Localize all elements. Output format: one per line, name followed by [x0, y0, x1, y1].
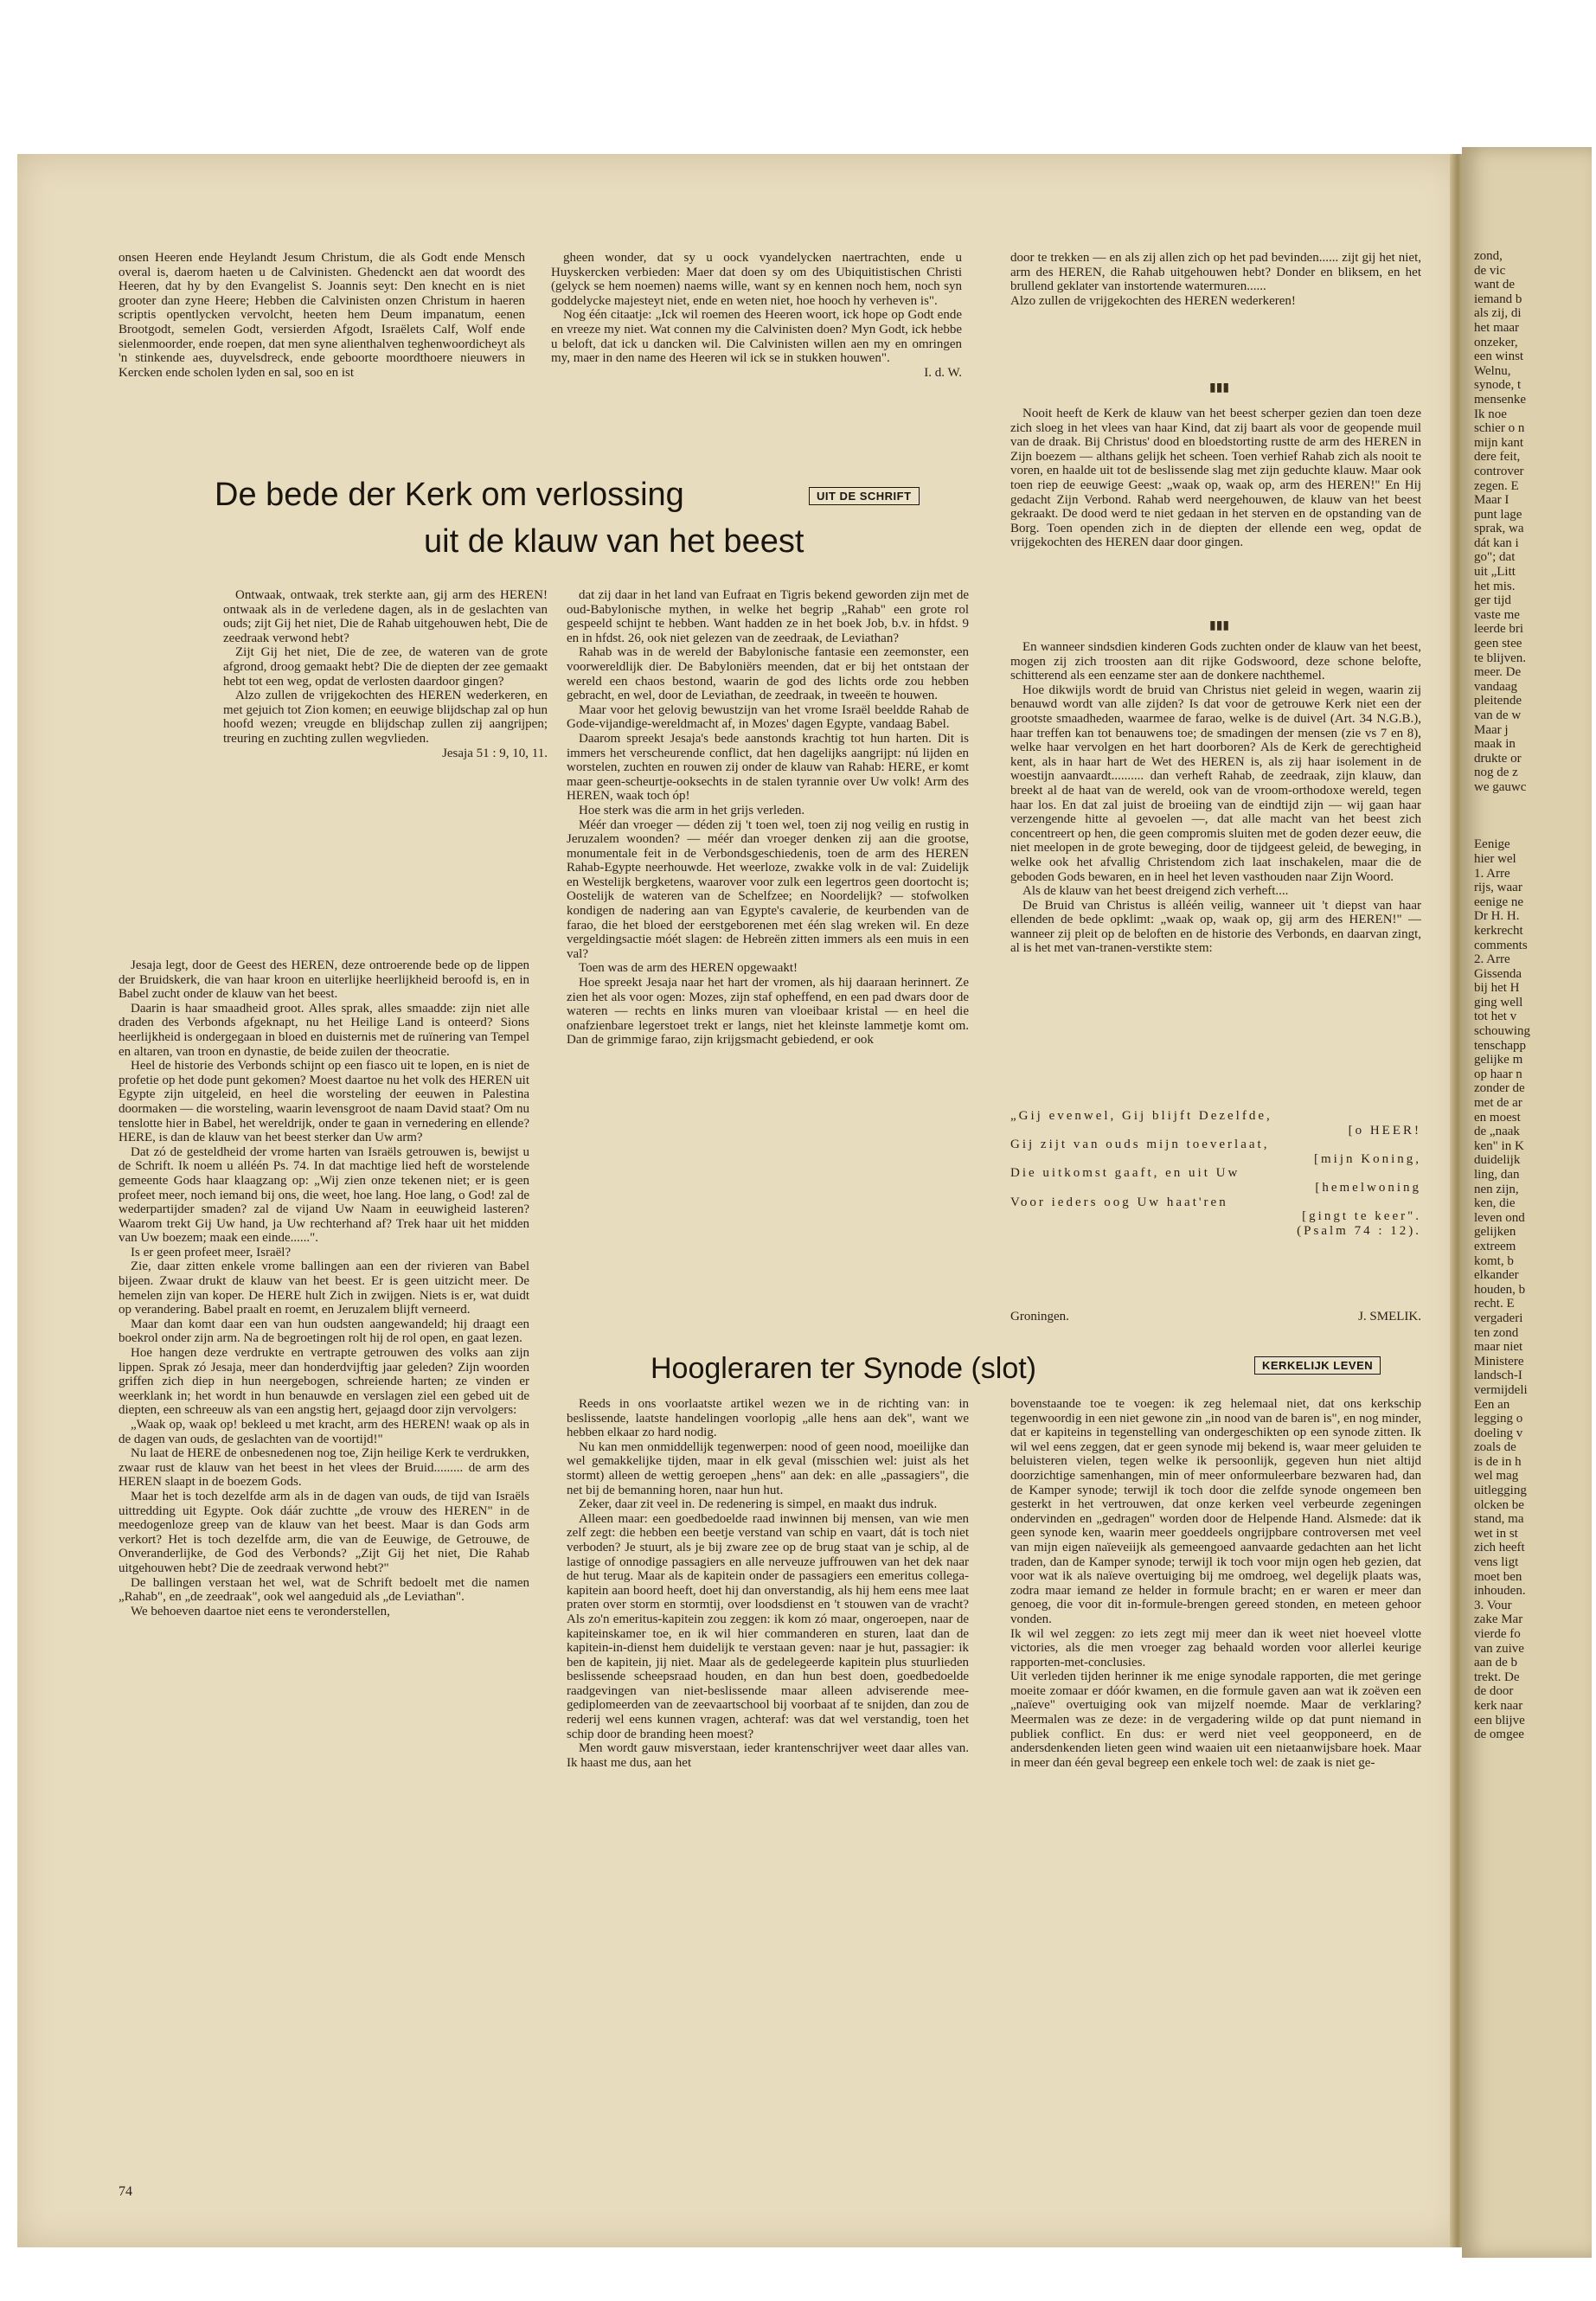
- next-page-edge: [1462, 147, 1592, 2258]
- paragraph: Maar het is toch dezelfde arm als in de dagen van ouds, de tijd van Israëls uittredding uit Egypte. Ook dáár zuchtte „de vrouw des HEREN" in de meedogenloze greep van de klauw van het beest. Maar is dan Gods arm verkort? Het is toch dezelfde arm, die van de Eeuwige, de Getrouwe, de Onveranderlijke, de God des Verbonds? „Zijt Gij het niet, Die Rahab uitgehouwen hebt? Die de zeedraak verwond hebt?": [119, 1489, 529, 1575]
- edge-text-line: go"; dat: [1474, 550, 1516, 565]
- paragraph: Alzo zullen de vrijgekochten des HEREN wederkeren!: [1010, 293, 1296, 308]
- edge-text-line: maak in: [1474, 737, 1516, 752]
- paragraph: Daarom spreekt Jesaja's bede aanstonds krachtig tot hun harten. Dit is immers het verscheurende conflict, dat hen dagelijks aangrijpt: nú lijden en worstelen, zuchten en rouwen zij onder de klauw van Rahab: HERE, er komt maar geen-scheurtje-ooksechts in de stalen tyrannie over Uw volk! Arm des HEREN, waak toch óp!: [567, 731, 969, 804]
- article1-column-3-part-2: [1010, 407, 1421, 636]
- edge-text-line: geen stee: [1474, 637, 1522, 651]
- poem-line: [o HEER!: [1348, 1123, 1421, 1138]
- edge-text-line: zich heeft: [1474, 1541, 1525, 1555]
- edge-text-line: punt lage: [1474, 507, 1522, 522]
- edge-text-line: want de: [1474, 278, 1516, 292]
- edge-text-line: vierde fo: [1474, 1627, 1521, 1641]
- paragraph: Als de klauw van het beest dreigend zich verheft....: [1022, 884, 1289, 899]
- edge-text-line: nog de z: [1474, 766, 1518, 780]
- edge-text-line: comments: [1474, 938, 1528, 952]
- edge-text-line: op haar n: [1474, 1067, 1522, 1081]
- edge-text-line: ken" in K: [1474, 1138, 1524, 1153]
- paragraph: Daarin is haar smaadheid groot. Alles sprak, alles smaadde: zijn niet alle draden des Verbonds afgeknapt, nu het Heilige Land is onteerd? Sions heerlijkheid is ondergegaan in bloed en duisternis met de ruïnering van Tempel en altaren, van troon en dynastie, de beide zuilen der theocratie.: [119, 1001, 529, 1059]
- edge-text-line: van zuive: [1474, 1641, 1524, 1656]
- section-divider: ▮▮▮: [1209, 381, 1230, 394]
- edge-text-line: controver: [1474, 464, 1524, 478]
- edge-text-line: ken, die: [1474, 1196, 1516, 1211]
- edge-text-line: inhouden.: [1474, 1584, 1526, 1599]
- poem-line: Gij zijt van ouds mijn toeverlaat,: [1010, 1138, 1270, 1152]
- paragraph: Heel de historie des Verbonds schijnt op een fiasco uit te lopen, en is niet de profetie op het dode punt gekomen? Moest daartoe nu het volk des HEREN uit Egypte zijn uitgeleid, en heel die worsteling der eeuwen in Palestina doormaken — die worsteling, waarin levensgroot de naam David staat? Om nu tenslotte hier in Babel, het wereldrijk, onder te gaan in vernedering en ellende? HERE, is dan de klauw van het beest sterker dan Uw arm?: [119, 1059, 529, 1145]
- paragraph: onsen Heeren ende Heylandt Jesum Christum, die als Godt ende Mensch overal is, daerom haeten u de Calvinisten. Ghedenckt aen dat woordt des Heeren, dat hy by den Evangelist S. Joannis seyt: Den knecht en is niet grooter dan zyne Heere; Hebben die Calvinisten onzen Christum in haeren scriptis opentlycken vervolcht, heeten hem Deum impanatum, eenen Brootgodt, semelen Godt, versierden Afgodt, Israëlets Calf, Wolf ende sielenmoorder, ende roepen, dat men syne alienthalven teghenwoordicheyt als 'n stinkende aes, duyvelsdreck, ende geboorte moordthoere nieuwers in Kercken ende scholen lyden en sal, soo en ist: [119, 251, 525, 380]
- paragraph: bovenstaande toe te voegen: ik zeg helemaal niet, dat ons kerkschip tegenwoordig in een niet gewone zin „in nood van de baren is", en nog minder, dat er kapiteins in tegenstelling van ondergeschikten op een synode zitten. Ik wil wel eens zeggen, dat er geen synode mij bekend is, waar meer geluiden te beluisteren vielen, tegen welke ik persoonlijk, gegeven hun niet altijd doorzichtige samenhangen, min of meer onformuleerbare bezwaren had, dan de Kamper synode; terwijl ik toch door die zelfde synode ongemeen ben gesterkt in het vertrouwen, dat onze kerken veel verbeurde zegeningen ondervinden en „gedragen" worden door de Helpende Hand. Alsmede: dat ik geen synode ken, waarin meer goeddeels ongrijpbare controversen met veel van mijn eigen naïeveiijk als gemeengoed aanvaarde gedachten aan het licht traden, dan de Kamper synode; terwijl ik toch voor mijn ogen heb gezien, dat voor wat ik als naïeve overtuiging bij me omdroeg, wel degelijk plaats was, zodra maar iemand ze helder in formule bracht; en er waren er meer dan genoeg, die voor dit in-formule-brengen gereed stonden, en meteen gehoor vonden.: [1010, 1397, 1421, 1626]
- poem-line: Die uitkomst gaaft, en uit Uw: [1010, 1166, 1240, 1181]
- paragraph: Uit verleden tijden herinner ik me enige synodale rapporten, die met geringe moeite zomaar er dóór kwamen, en die formule gaven aan wat ik zoëven een „naïeve" overtuiging ook van mijzelf noemde. Maar de verklaring? Meermalen was ze deze: in de vergadering wilde op dat punt niemand in publiek conflict. En dus: er werd niet veel geopponeerd, en de andersdenkenden lieten geen wind waaien uit een nietaanwijsbare hoek. Maar in meer dan één geval begreep een enkele toch wel: de zaak is niet ge-: [1010, 1670, 1421, 1770]
- edge-text-line: 1. Arre: [1474, 866, 1510, 881]
- edge-text-line: rijs, waar: [1474, 881, 1522, 895]
- edge-text-line: hier wel: [1474, 851, 1516, 866]
- edge-text-line: de „naak: [1474, 1125, 1520, 1139]
- edge-text-line: doeling v: [1474, 1426, 1523, 1440]
- edge-text-line: uitlegging: [1474, 1484, 1527, 1498]
- author-line: J. SMELIK.: [1358, 1310, 1421, 1324]
- edge-text-line: [1474, 795, 1592, 810]
- continued-text-column-2: [551, 251, 962, 458]
- edge-text-line: mijn kant: [1474, 435, 1524, 450]
- edge-text-line: pleitende: [1474, 694, 1522, 708]
- edge-text-line: synode, t: [1474, 378, 1522, 393]
- edge-text-line: moet ben: [1474, 1569, 1522, 1584]
- edge-text-line: trekt. De: [1474, 1670, 1520, 1684]
- edge-text-line: iemand b: [1474, 292, 1522, 306]
- edge-text-line: stand, ma: [1474, 1512, 1524, 1527]
- paragraph: En wanneer sindsdien kinderen Gods zuchten onder de klauw van het beest, mogen zij zich troosten aan dit rijke Godswoord, deze schone belofte, schitterend als een eenzame ster aan de donkere nachthemel.: [1010, 640, 1421, 683]
- paragraph: Zeker, daar zit veel in. De redenering is simpel, en maakt dus indruk.: [579, 1497, 938, 1512]
- edge-text-line: onzeker,: [1474, 335, 1518, 349]
- article1-column-1: [119, 958, 529, 2178]
- edge-text-line: vaste me: [1474, 607, 1520, 622]
- edge-text-line: uit „Litt: [1474, 565, 1516, 580]
- poem-line: Voor ieders oog Uw haat'ren: [1010, 1195, 1228, 1209]
- paragraph: door te trekken — en als zij allen zich op het pad bevinden...... zijt gij het niet, arm des HEREN, die Rahab uitgehouwen hebt? Donder en bliksem, en het brullend geklater van instortende watermuren......: [1010, 251, 1421, 294]
- paragraph: Dat zó de gesteldheid der vrome harten van Israëls getrouwen is, bewijst u de Schrift. Ik noem u alléén Ps. 74. In dat machtige lied heft de worstelende gemeente Gods haar klaagzang op: „Wij zien onze tekenen niet; er is geen profeet meer, noch iemand bij ons, die weet, hoe lang. Hoe lang, o God! zal de wederpartijder smaden? zal de vijand Uw Naam in eeuwigheid lasteren? Waarom trekt Gij Uw hand, ja Uw rechterhand af? Trek haar uit het midden van Uw boezem; maak een einde......".: [119, 1144, 529, 1246]
- article1-column-2: [567, 588, 969, 1306]
- edge-text-line: Dr H. H.: [1474, 909, 1520, 924]
- edge-text-line: nen zijn,: [1474, 1182, 1519, 1196]
- edge-text-line: de omgee: [1474, 1727, 1524, 1742]
- paragraph: Hoe sterk was die arm in het grijs verleden.: [579, 803, 805, 817]
- edge-text-line: drukte or: [1474, 751, 1522, 766]
- edge-text-line: wet in st: [1474, 1526, 1518, 1541]
- paragraph: „Waak op, waak op! bekleed u met kracht, arm des HEREN! waak op als in de dagen van ouds, de geslachten van de voortijd!": [119, 1418, 529, 1446]
- paragraph: Is er geen profeet meer, Israël?: [131, 1245, 292, 1259]
- edge-text-line: Maar I: [1474, 493, 1509, 508]
- edge-text-line: zake Mar: [1474, 1612, 1523, 1627]
- edge-text-line: Eenige: [1474, 837, 1510, 852]
- edge-text-line: het mis.: [1474, 579, 1516, 593]
- edge-text-line: schier o n: [1474, 421, 1525, 436]
- article-title-line-1: De bede der Kerk om verlossing: [215, 477, 684, 513]
- edge-text-line: de door: [1474, 1684, 1514, 1699]
- paragraph: Alleen maar: een goedbedoelde raad inwinnen bij mensen, van wie men zelf zegt: die hebben een beetje verstand van schip en vaart, dát is toch niet verboden? Je stuurt, als je bij zware zee op de brug staat van je schip, al de lastige of onnodige passagiers en alle nerveuze juffrouwen van het dek naar de hut terug. Maar als de kapitein onder de passagiers een emeritus collega-kapitein aan boord heeft, doet hij dan onverstandig, als hij hem eens mee laat praten over storm en stormtij, over loodsdienst en 't stouwen van de vracht? Als zo'n emeritus-kapitein zou zeggen: ik kom zó maar, ongeroepen, naar de kapiteinskamer toe, en ik wil hier commanderen en sturen, laat dan de kapitein-in-dienst hem duidelijk te verstaan geven: naar je hut, passagier: ik ben de kapitein, jij niet. Maar als de gedelegeerde kapitein plus stuurlieden beslissende scheepsraad houden, en dan hun best doen, goedbedoelde raadgevingen van niet-beslissende maar alleen adviserende mee-gediplomeerden van de zeevaartschool bij voorbaat af te snijden, dan zou de rederij wel eens kunnen vragen, achteraf: was dat wel verstandig, toen het schip door de branding heen moest?: [567, 1511, 969, 1741]
- edge-text-line: tenschapp: [1474, 1038, 1526, 1053]
- paragraph: Reeds in ons voorlaatste artikel wezen we in de richting van: in beslissende, laatste handelingen voorlopig „alle hens aan dek", want we hebben elkaar zo hard nodig.: [567, 1397, 969, 1440]
- place-line: Groningen.: [1010, 1310, 1069, 1324]
- edge-text-line: is de in h: [1474, 1454, 1522, 1469]
- signature: I. d. W.: [924, 365, 962, 380]
- epigraph: [223, 588, 548, 952]
- edge-text-line: aan de b: [1474, 1656, 1517, 1670]
- article-title-line-2: uit de klauw van het beest: [424, 523, 804, 560]
- edge-text-line: landsch-I: [1474, 1368, 1522, 1383]
- paragraph: Ik wil wel zeggen: zo iets zegt mij meer dan ik weet niet hoeveel vlotte victories, als die men vroeger zag behaald worden voor allerlei keurige rapporten-met-conclusies.: [1010, 1626, 1421, 1670]
- epigraph-paragraph: Ontwaak, ontwaak, trek sterkte aan, gij arm des HEREN! ontwaak als in de verledene dagen, als in de geslachten van ouds; zijt Gij het niet, Die de Rahab uitgehouwen hebt, Die de zeedraak verwond hebt?: [223, 588, 548, 645]
- edge-text-line: leven ond: [1474, 1210, 1525, 1225]
- edge-text-line: zond,: [1474, 249, 1503, 263]
- edge-text-line: leerde bri: [1474, 622, 1524, 637]
- edge-text-line: eenige ne: [1474, 894, 1524, 909]
- paragraph: Nu laat de HERE de onbesnedenen nog toe, Zijn heilige Kerk te verdrukken, zwaar rust de klauw van het beest in het vlees der Bruid......... de arm des HEREN slaapt in de boezem Gods.: [119, 1446, 529, 1490]
- poem-line: [mijn Koning,: [1314, 1151, 1421, 1166]
- edge-text-line: Ministere: [1474, 1354, 1524, 1368]
- edge-text-line: maar niet: [1474, 1340, 1523, 1355]
- edge-text-line: [1474, 809, 1592, 824]
- edge-text-line: Maar j: [1474, 722, 1509, 737]
- epigraph-reference: Jesaja 51 : 9, 10, 11.: [442, 746, 548, 760]
- edge-text-line: schouwing: [1474, 1024, 1530, 1039]
- paragraph: Hoe dikwijls wordt de bruid van Christus niet geleid in wegen, waarin zij benauwd wordt van alle zijden? Is dat voor de getrouwe Kerk niet een der grootste smaadheden, waarmee de farao, welke is de duivel (Art. 34 N.G.B.), haar treffen kan tot benauwens toe; de smadingen der mensen (zie vs 7 en 8), welke haar vervolgen en het hart doorboren? Als de Kerk de gerechtigheid kent, als in haar hart de Wet des HEREN is, als zij haar isolement in de woestijn aanvaardt.......... dan verheft Rahab, de zeedraak, zijn klauw, dan breekt al de haat van de wereld, ook van de vroom-orthodoxe wereld, tegen haar los. En dat zal juist de broeiing van de eindtijd zijn — wij gaan haar verzengende hitte al gevoelen —, dat alle macht van het beest zich concentreert op hen, die geen compromis sluiten met de goden dezer eeuw, die niet meelopen in de grote beweging, door de tijdgeest geleid, de beweging, in welke ook het afvallig Christendom zich laat inschakelen, maar die de geboden Gods bewaren, en in heel het leven vasthouden naar Zijn Woord.: [1010, 683, 1421, 884]
- edge-text-line: [1474, 824, 1592, 838]
- psalm-quote: [1010, 1109, 1421, 1299]
- continued-text-column-1: [119, 251, 525, 450]
- edge-text-line: 3. Vour: [1474, 1598, 1512, 1612]
- article1-column-3-part-3: [1010, 640, 1421, 1107]
- paragraph: Rahab was in de wereld der Babylonische fantasie een zeemonster, een voorwereldlijk dier. De Babyloniërs meenden, dat er bij het ontstaan der wereld een chaos bestond, waarin de god des lichts orde zou hebben gebracht, en wel, door de Leviathan, de zeedraak, in tweeën te houwen.: [567, 645, 969, 703]
- edge-text-line: het maar: [1474, 320, 1520, 335]
- paragraph: Nu kan men onmiddellijk tegenwerpen: nood of geen nood, moeilijke dan wel gemakkelijke tijden, maar in elk geval (misschien wel: juist als het stormt) alleen de wettig geroepen „hens" aan dek: en alle „passagiers", die net bij de bemanning horen, naar hun hut.: [567, 1439, 969, 1497]
- edge-text-line: olcken be: [1474, 1497, 1524, 1512]
- paragraph: Hoe hangen deze verdrukte en vertrapte getrouwen des volks aan zijn lippen. Sprak zó Jesaja, meer dan honderdvijftig jaar geleden? Zijn woorden griffen zich diep in hun neergebogen, schreiende harten; ze vinden er weerklank in; het wordt in hun benauwde en verslagen ziel een gebed uit de diepten, een schreeuw als van een angstig hert, gejaagd door zijn vervolgers:: [119, 1346, 529, 1418]
- edge-text-line: als zij, di: [1474, 306, 1522, 321]
- section-label-uit-de-schrift: UIT DE SCHRIFT: [809, 487, 920, 505]
- paragraph: Nooit heeft de Kerk de klauw van het beest scherper gezien dan toen deze zich sloeg in het vlees van haar Kind, dat zij baart als voor de geopende muil van de draak. Bij Christus' dood en bloedstorting rustte de arm des HEREN in Zijn boezem — althans gelijk het scheen. Toen verhief Rahab zich als nooit te voren, en haalde uit tot de beslissende slag met zijn geduchte klauw. Maar ook toen riep de eeuwige Geest: „waak op, waak op, arm des HEREN!" En Hij gedacht Zijn Verbond. Rahab werd neergehouwen, de klauw van het beest gekraakt. De dood werd te niet gedaan in het sterven en de opstanding van de Borg. Toen openden zich in de diepten der ellende een weg, opdat de vrijgekochten des HEREN daar door gingen.: [1010, 407, 1421, 550]
- edge-text-line: Welnu,: [1474, 363, 1511, 378]
- edge-text-line: tot het v: [1474, 1009, 1517, 1024]
- edge-text-line: dát kan i: [1474, 535, 1519, 550]
- edge-text-line: kerk naar: [1474, 1698, 1523, 1713]
- article2-column-2: [1010, 1397, 1421, 2180]
- edge-text-line: dere feit,: [1474, 450, 1521, 465]
- paragraph: dat zij daar in het land van Eufraat en Tigris bekend geworden zijn met de oud-Babylonische mythen, in welke het begrip „Rahab" een grote rol gespeeld schijnt te hebben. Want hadden ze in het boek Job, b.v. in hfdst. 9 en in hfdst. 26, ook niet gelezen van de zeedraak, de Leviathan?: [567, 588, 969, 645]
- paragraph: Zie, daar zitten enkele vrome ballingen aan een der rivieren van Babel bijeen. Zwaar drukt de klauw van het beest. Er is geen uitzicht meer. De hemelen zijn van koper. De HERE hult Zich in zwijgen. Niets is er, wat duidt op verandering. Babel praalt en roemt, en Jeruzalem blijft verneerd.: [119, 1259, 529, 1317]
- paragraph: Nog één citaatje: „Ick wil roemen des Heeren woort, ick hope op Godt ende en vreeze my niet. Wat connen my die Calvinisten doen? Myn Godt, ick hebbe u beloft, dat ick u dancken wil. Die Calvinisten willen aen my en omringen my, maer in den name des Heeren wil ick se in stukken houwen".: [551, 308, 962, 366]
- edge-text-line: Gissenda: [1474, 966, 1522, 981]
- edge-text-line: vandaag: [1474, 679, 1517, 694]
- edge-text-line: ging well: [1474, 995, 1523, 1009]
- edge-text-line: extreem: [1474, 1239, 1516, 1253]
- edge-text-line: te blijven.: [1474, 651, 1526, 665]
- edge-text-line: wel mag: [1474, 1469, 1519, 1484]
- poem-line: [hemelwoning: [1315, 1180, 1421, 1195]
- edge-text-line: elkander: [1474, 1268, 1519, 1283]
- paragraph: Méér dan vroeger — déden zij 't toen wel, toen zij nog veilig en rustig in Jeruzalem woonden? — méér dan vroeger denken zij aan die grootse, monumentale feit in de Verbondsgeschiedenis, toen de arm des HEREN Rahab-Egypte neerhouwde. Het weerloze, zwakke volk in de val: Zuidelijk en Westelijk bergketens, waarover voor zulk een legertros geen doortocht is; Oostelijk de wateren van de Schelfzee; en Noordelijk? — stofwolken kondigen de nadering aan van Egypte's cavalerie, de keurbenden van de farao, die het bloed der eerstgeborenen met één slag wreken wil. En deze vergeldingsactie móét slagen: de Hebreën zitten immers als een muis in een val?: [567, 817, 969, 961]
- edge-text-line: ten zond: [1474, 1325, 1519, 1340]
- epigraph-paragraph: Zijt Gij het niet, Die de zee, de wateren van de grote afgrond, droog gemaakt hebt? Die de diepten der zee gemaakt hebt tot een weg, opdat de verlosten daardoor gingen?: [223, 645, 548, 689]
- edge-text-line: sprak, wa: [1474, 522, 1524, 536]
- paragraph: Toen was de arm des HEREN opgewaakt!: [579, 961, 798, 976]
- edge-text-line: duidelijk: [1474, 1153, 1521, 1168]
- edge-text-line: Een an: [1474, 1397, 1510, 1412]
- section-divider-2: ▮▮▮: [1209, 619, 1230, 632]
- edge-text-line: recht. E: [1474, 1297, 1515, 1311]
- section-label-kerkelijk-leven: KERKELIJK LEVEN: [1254, 1356, 1381, 1375]
- edge-text-line: kerkrecht: [1474, 923, 1523, 938]
- poem-line: (Psalm 74 : 12).: [1297, 1223, 1421, 1238]
- edge-text-line: vergaderi: [1474, 1311, 1523, 1325]
- edge-text-line: gelijke m: [1474, 1053, 1523, 1067]
- edge-text-line: houden, b: [1474, 1282, 1526, 1297]
- edge-text-line: ling, dan: [1474, 1168, 1520, 1182]
- edge-text-line: Ik noe: [1474, 407, 1507, 421]
- edge-text-line: en moest: [1474, 1110, 1521, 1125]
- edge-text-line: meer. De: [1474, 665, 1522, 680]
- edge-text-line: vens ligt: [1474, 1555, 1519, 1570]
- edge-text-line: ger tijd: [1474, 593, 1511, 608]
- paragraph: De Bruid van Christus is alléén veilig, wanneer uit 't diepst van haar ellenden de bede opklimt: „waak op, waak op, gij arm des HEREN!" — wanneer zij pleit op de beloften en de historie des Verbonds, en daarvan zingt, al is het met van-tranen-verstikte stem:: [1010, 898, 1421, 956]
- paragraph: Maar voor het gelovig bewustzijn van het vrome Israël beeldde Rahab de Gode-vijandige-wereldmacht af, in Mozes' dagen Egypte, vandaag Babel.: [567, 702, 969, 732]
- edge-text-line: vermijdeli: [1474, 1382, 1528, 1397]
- edge-text-line: bij het H: [1474, 981, 1520, 996]
- page-number: 74: [119, 2184, 132, 2199]
- paragraph: Jesaja legt, door de Geest des HEREN, deze ontroerende bede op de lippen der Bruidskerk, die van haar kroon en uiterlijke heerlijkheid beroofd is, en in Babel zucht onder de klauw van het beest.: [119, 958, 529, 1002]
- paragraph: Men wordt gauw misverstaan, ieder krantenschrijver weet daar alles van. Ik haast me dus, aan het: [567, 1741, 969, 1770]
- edge-text-line: gelijken: [1474, 1225, 1516, 1240]
- edge-text-line: zegen. E: [1474, 478, 1519, 493]
- edge-text-line: van de w: [1474, 708, 1522, 722]
- poem-line: [gingt te keer".: [1302, 1209, 1421, 1224]
- epigraph-paragraph: Alzo zullen de vrijgekochten des HEREN wederkeren, en met gejuich tot Zion komen; en eeuwige blijdschap zal op hun hoofd wezen; vreugde en blijdschap zullen zij aangrijpen; treuring en zuchting zullen wegvlieden.: [223, 689, 548, 746]
- paragraph: gheen wonder, dat sy u oock vyandelycken naertrachten, ende u Huyskercken verbieden: Maer dat doen sy om des Ubiquitistischen Christi (gelyck se hem noemen) naems wille, want sy en kennen noch hem, noch syn goddelycke majesteyt niet, ende en weten niet, hoe hooch hy verheven is".: [551, 251, 962, 308]
- edge-text-line: de vic: [1474, 263, 1506, 278]
- article2-column-1: [567, 1397, 969, 2180]
- edge-text-line: we gauwc: [1474, 779, 1527, 794]
- article1-column-3: [1010, 251, 1421, 355]
- edge-text-line: zonder de: [1474, 1081, 1525, 1096]
- edge-text-line: 2. Arre: [1474, 952, 1510, 967]
- paragraph: We behoeven daartoe niet eens te veronderstellen,: [131, 1604, 390, 1618]
- article2-title: Hoogleraren ter Synode (slot): [651, 1352, 1037, 1385]
- edge-text-line: mensenke: [1474, 392, 1526, 407]
- edge-text-line: een blijve: [1474, 1713, 1525, 1727]
- paragraph: Hoe spreekt Jesaja naar het hart der vromen, als hij daaraan herinnert. Ze zien het als voor ogen: Mozes, zijn staf opheffend, en een pad dwars door de wateren — rechts en links muren van vloeibaar kristal — en heel die onafzienbare legerstoet trekt er langs, niet het kleinste lammetje komt om. Dan de grimmige farao, zijn krijgsmacht gebiedend, er ook: [567, 976, 969, 1048]
- edge-text-line: legging o: [1474, 1412, 1523, 1426]
- poem-line: „Gij evenwel, Gij blijft Dezelfde,: [1010, 1109, 1272, 1123]
- edge-text-line: met de ar: [1474, 1096, 1522, 1111]
- paragraph: Maar dan komt daar een van hun oudsten aangewandeld; hij draagt een boekrol onder zijn arm. Na de begroetingen rolt hij de rol open, en gaat lezen.: [119, 1317, 529, 1346]
- edge-text-line: zoals de: [1474, 1440, 1516, 1455]
- paragraph: De ballingen verstaan het wel, wat de Schrift bedoelt met die namen „Rahab", en „de zeedraak", ook wel aangeduid als „de Leviathan".: [119, 1575, 529, 1605]
- edge-text-line: komt, b: [1474, 1253, 1514, 1268]
- edge-text-line: een winst: [1474, 349, 1524, 364]
